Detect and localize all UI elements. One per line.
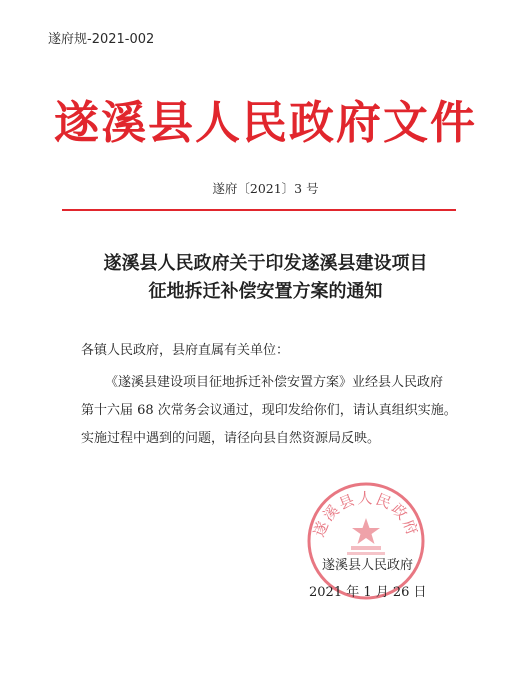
svg-text:遂溪县人民政府: 遂溪县人民政府 <box>309 489 423 540</box>
issuing-authority: 遂溪县人民政府 <box>322 558 414 573</box>
body-line-1: 《遂溪县建设项目征地拆迁补偿安置方案》业经县人民政府 <box>105 375 444 390</box>
issue-date: 2021 年 1 月 26 日 <box>309 585 427 600</box>
red-divider-line <box>62 209 456 211</box>
notice-title-line-2: 征地拆迁补偿安置方案的通知 <box>148 281 383 302</box>
body-text <box>81 369 461 453</box>
document-number: 遂府规-2021-002 <box>48 32 155 47</box>
masthead-title: 遂溪县人民政府文件 <box>53 96 477 149</box>
notice-title <box>0 250 531 306</box>
body-line-3: 实施过程中遇到的问题，请径向县自然资源局反映。 <box>81 431 381 446</box>
notice-title-line-1: 遂溪县人民政府关于印发遂溪县建设项目 <box>103 253 428 274</box>
issue-number: 遂府〔2021〕3 号 <box>212 181 319 196</box>
body-line-2: 第十六届 68 次常务会议通过，现印发给你们，请认真组织实施。 <box>81 403 457 418</box>
salutation: 各镇人民政府，县府直属有关单位： <box>81 343 290 358</box>
